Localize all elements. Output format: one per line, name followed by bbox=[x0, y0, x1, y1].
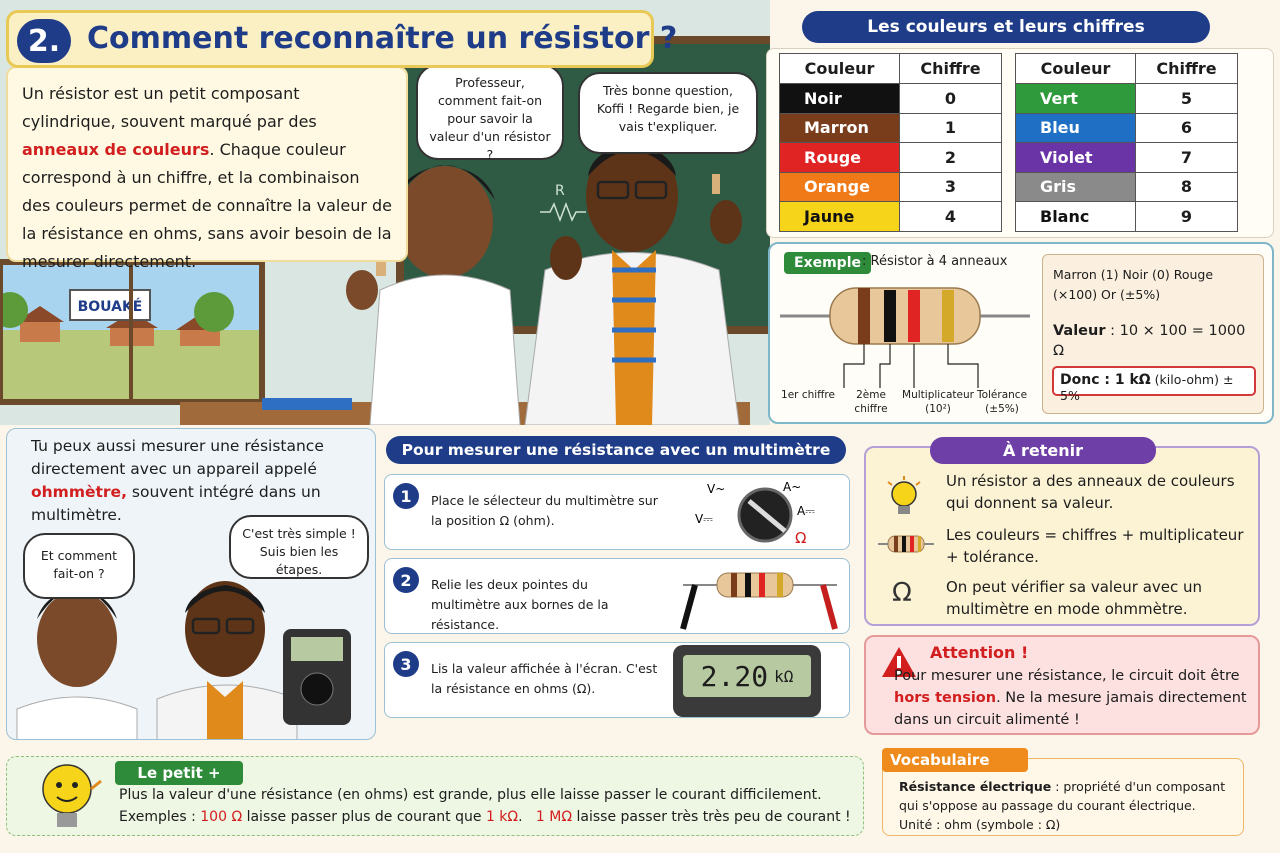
label-second-digit: 2ème chiffre bbox=[854, 389, 888, 415]
colors-section-title: Les couleurs et leurs chiffres bbox=[802, 11, 1210, 43]
example-tag: Exemple bbox=[784, 252, 871, 274]
bouake-sign: BOUAKÉ bbox=[77, 299, 143, 315]
multimeter-display bbox=[673, 645, 821, 717]
attention-highlight: hors tension bbox=[894, 690, 997, 706]
dial-vdc: V⎓ bbox=[695, 512, 713, 526]
attention-text-1: Pour mesurer une résistance, le circuit doit être bbox=[894, 668, 1240, 684]
vocab-term: Résistance électrique bbox=[899, 779, 1052, 794]
step-2-text: Relie les deux pointes du multimètre aux bornes de la résistance. bbox=[431, 577, 609, 632]
example-panel bbox=[768, 242, 1274, 424]
color-digit-cell: 5 bbox=[1136, 84, 1238, 114]
donc-rest: (kilo-ohm) ± 5% bbox=[1060, 372, 1234, 403]
color-name-cell: Blanc bbox=[1016, 202, 1136, 232]
color-row bbox=[1016, 202, 1238, 232]
color-name-cell: Bleu bbox=[1016, 113, 1136, 143]
color-row bbox=[1016, 113, 1238, 143]
page-title: Comment reconnaître un résistor ? bbox=[87, 21, 678, 56]
color-name-cell: Vert bbox=[1016, 84, 1136, 114]
color-row bbox=[1016, 172, 1238, 202]
color-name-cell: Jaune bbox=[780, 202, 900, 232]
teacher-answer-bubble: C'est très simple ! Suis bien les étapes. bbox=[229, 515, 369, 579]
retenir-item-2: Les couleurs = chiffres + multiplicateur + tolérance. bbox=[946, 526, 1244, 566]
color-row bbox=[780, 84, 1002, 114]
color-row bbox=[1016, 84, 1238, 114]
donc-label: Donc : 1 kΩ bbox=[1060, 372, 1151, 388]
example-text-2: . bbox=[518, 809, 536, 825]
color-row bbox=[780, 172, 1002, 202]
valeur-value: : 10 × 100 = 1000 Ω bbox=[1053, 323, 1246, 359]
step-2-card bbox=[384, 558, 850, 634]
ohm-highlight: ohmmètre, bbox=[31, 483, 127, 501]
attention-text-2: . Ne la mesure jamais directement dans un circuit alimenté ! bbox=[894, 690, 1247, 728]
dial-aac: A~ bbox=[783, 480, 802, 494]
example-value-1: 100 Ω bbox=[200, 809, 243, 825]
color-row bbox=[780, 143, 1002, 173]
example-result bbox=[1052, 366, 1256, 403]
color-name-cell: Gris bbox=[1016, 172, 1136, 202]
probes-resistor-icon bbox=[673, 563, 847, 631]
display-value: 2.20 bbox=[700, 659, 769, 693]
color-digit-cell: 9 bbox=[1136, 202, 1238, 232]
vocab-unit: Unité : ohm (symbole : Ω) bbox=[899, 817, 1061, 832]
color-row bbox=[780, 202, 1002, 232]
dial-ohm: Ω bbox=[795, 529, 807, 547]
color-digit-cell: 0 bbox=[900, 84, 1002, 114]
attention-title: Attention ! bbox=[930, 643, 1029, 662]
color-digit-cell: 1 bbox=[900, 113, 1002, 143]
ohm-text-1: Tu peux aussi mesurer une résistance directement avec un appareil appelé bbox=[31, 437, 324, 478]
step-3-card bbox=[384, 642, 850, 718]
label-first-digit: 1er chiffre bbox=[781, 389, 835, 401]
step-1-text: Place le sélecteur du multimètre sur la position Ω (ohm). bbox=[431, 493, 658, 528]
color-digit-cell: 4 bbox=[900, 202, 1002, 232]
step-3-text: Lis la valeur affichée à l'écran. C'est la résistance en ohms (Ω). bbox=[431, 661, 658, 696]
vocab-definition: : propriété d'un composant qui s'oppose au passage du courant électrique. bbox=[899, 779, 1226, 813]
label-tolerance: Tolérance (±5%) bbox=[976, 389, 1028, 415]
color-digit-cell: 6 bbox=[1136, 113, 1238, 143]
title-bar bbox=[6, 10, 678, 68]
example-value-2: 1 kΩ bbox=[485, 809, 519, 825]
ohmmeter-intro bbox=[31, 435, 371, 527]
multimeter-dial-icon bbox=[685, 477, 847, 549]
retenir-panel bbox=[864, 446, 1260, 626]
color-digit-cell: 7 bbox=[1136, 143, 1238, 173]
step-1-card bbox=[384, 474, 850, 550]
attention-panel bbox=[864, 635, 1260, 735]
color-name-cell: Marron bbox=[780, 113, 900, 143]
section-number: 2. bbox=[17, 19, 71, 63]
example-subtitle: : Résistor à 4 anneaux bbox=[862, 254, 1008, 269]
color-row bbox=[780, 113, 1002, 143]
resistor-icon bbox=[878, 534, 934, 554]
color-digit-cell: 2 bbox=[900, 143, 1002, 173]
petit-plus-tag: Le petit + bbox=[115, 761, 243, 785]
colors-panel bbox=[766, 48, 1274, 238]
col-header-color: Couleur bbox=[780, 54, 900, 84]
student-question-bubble: Et comment fait-on ? bbox=[23, 533, 135, 599]
colors-table-right bbox=[1015, 53, 1238, 232]
vocabulaire-tag: Vocabulaire bbox=[882, 748, 1028, 772]
board-letter: R bbox=[555, 183, 565, 199]
vocab-body bbox=[899, 777, 1239, 834]
color-name-cell: Rouge bbox=[780, 143, 900, 173]
col-header-digit: Chiffre bbox=[1136, 54, 1238, 84]
color-row bbox=[1016, 143, 1238, 173]
attention-body bbox=[894, 665, 1254, 731]
retenir-item-3: On peut vérifier sa valeur avec un multimètre en mode ohmmètre. bbox=[946, 578, 1203, 618]
colors-table-left bbox=[779, 53, 1002, 232]
col-header-digit: Chiffre bbox=[900, 54, 1002, 84]
step-3-number: 3 bbox=[393, 651, 419, 677]
valeur-label: Valeur bbox=[1053, 323, 1106, 339]
petit-plus-line1: Plus la valeur d'une résistance (en ohms) est grande, plus elle laisse passer le courant difficilement. bbox=[119, 787, 822, 803]
petit-plus-line2 bbox=[119, 809, 851, 825]
label-multiplier: Multiplicateur (10²) bbox=[902, 389, 974, 415]
display-unit: kΩ bbox=[774, 666, 794, 686]
petit-plus-panel bbox=[6, 756, 864, 836]
example-text-3: laisse passer très très peu de courant ! bbox=[572, 809, 851, 825]
calc-colors-line: Marron (1) Noir (0) Rouge (×100) Or (±5%) bbox=[1053, 267, 1214, 302]
intro-text-1: Un résistor est un petit composant cylindrique, souvent marqué par des bbox=[22, 84, 317, 131]
lightbulb-mascot-icon bbox=[29, 759, 109, 835]
example-value-3: 1 MΩ bbox=[535, 809, 573, 825]
step-2-number: 2 bbox=[393, 567, 419, 593]
ohmmeter-panel bbox=[6, 428, 376, 740]
intro-box bbox=[6, 66, 408, 271]
color-digit-cell: 8 bbox=[1136, 172, 1238, 202]
lightbulb-icon bbox=[884, 474, 924, 520]
color-name-cell: Violet bbox=[1016, 143, 1136, 173]
dial-adc: A⎓ bbox=[797, 504, 815, 518]
color-name-cell: Noir bbox=[780, 84, 900, 114]
ohm-symbol-icon: Ω bbox=[892, 578, 912, 608]
step-1-number: 1 bbox=[393, 483, 419, 509]
color-name-cell: Orange bbox=[780, 172, 900, 202]
examples-label: Exemples : bbox=[119, 809, 201, 825]
example-text-1: laisse passer plus de courant que bbox=[242, 809, 486, 825]
retenir-title: À retenir bbox=[930, 437, 1156, 464]
teacher-speech-bubble: Très bonne question, Koffi ! Regarde bien, je vais t'expliquer. bbox=[578, 72, 758, 154]
measure-section-title: Pour mesurer une résistance avec un multimètre bbox=[386, 436, 846, 464]
retenir-item-1: Un résistor a des anneaux de couleurs qui donnent sa valeur. bbox=[946, 472, 1235, 512]
intro-text-2: . Chaque couleur correspond à un chiffre, et la combinaison des couleurs permet de connaître la valeur de la résistance en ohms, sans avoir besoin de la mesurer directement. bbox=[22, 140, 392, 271]
col-header-color: Couleur bbox=[1016, 54, 1136, 84]
ohm-text-2: souvent intégré dans un multimètre. bbox=[31, 483, 321, 524]
intro-highlight: anneaux de couleurs bbox=[22, 140, 210, 159]
dial-vac: V~ bbox=[707, 482, 726, 496]
student-speech-bubble: Professeur, comment fait-on pour savoir la valeur d'un résistor ? bbox=[416, 64, 564, 160]
color-digit-cell: 3 bbox=[900, 172, 1002, 202]
